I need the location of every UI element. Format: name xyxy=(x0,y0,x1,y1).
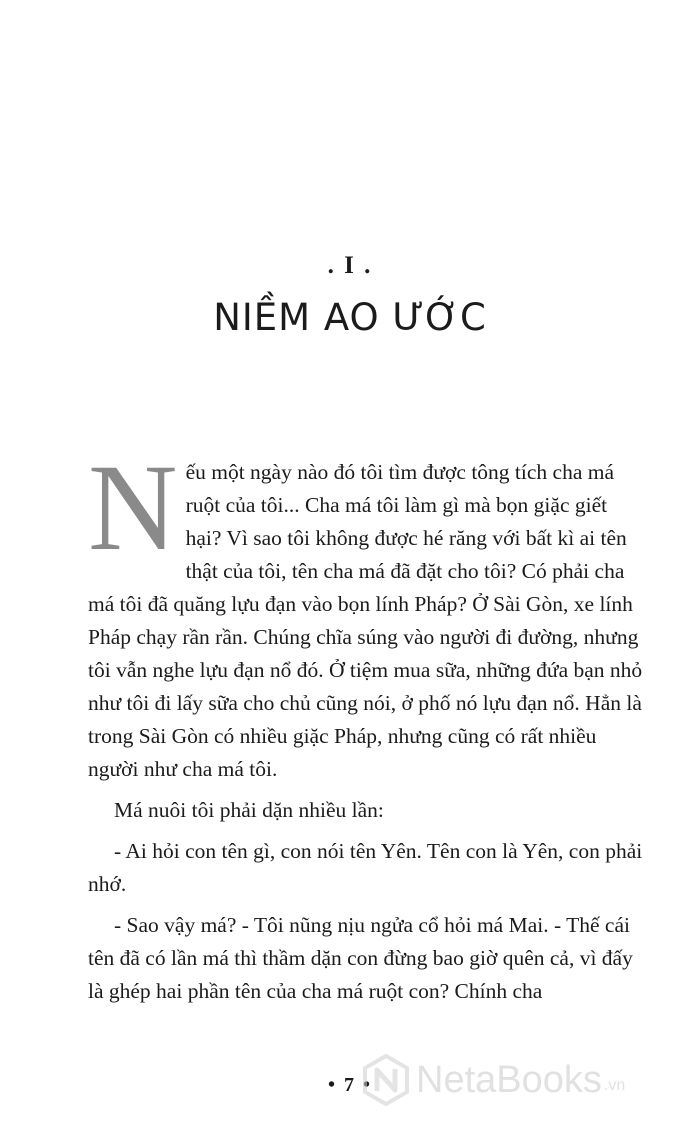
chapter-title: NIỀM AO ƯỚC xyxy=(213,296,487,339)
paragraph-4: - Sao vậy má? - Tôi nũng nịu ngửa cổ hỏi má Mai. - Thế cái tên đã có lần má thì thầm dặn con đừng bao giờ quên cả, vì đấy là ghép hai phần tên của cha má ruột con? Chính cha xyxy=(88,913,633,1003)
drop-cap: N xyxy=(88,439,178,576)
netabooks-logo-icon xyxy=(362,1054,410,1106)
chapter-body xyxy=(88,439,645,1016)
paragraph-1-text: ếu một ngày nào đó tôi tìm được tông tích cha má ruột của tôi... Cha má tôi làm gì mà bọn giặc giết hại? Vì sao tôi không được hé răng với bất kì ai tên thật của tôi, tên cha má đã đặt cho tôi? Có phải cha má tôi đã quăng lựu đạn vào bọn lính Pháp? Ở Sài Gòn, xe lính Pháp chạy rần rần. Chúng chĩa súng vào người đi đường, nhưng tôi vẫn nghe lựu đạn nổ đó. Ở tiệm mua sữa, những đứa bạn nhỏ như tôi đi lấy sữa cho chủ cũng nói, ở phố nó lựu đạn nổ. Hẳn là trong Sài Gòn có nhiều giặc Pháp, nhưng cũng có rất nhiều người như cha má tôi. xyxy=(88,460,643,781)
netabooks-watermark xyxy=(362,1050,692,1110)
paragraph-2: Má nuôi tôi phải dặn nhiều lần: xyxy=(114,798,384,822)
paragraph-3: - Ai hỏi con tên gì, con nói tên Yên. Tên con là Yên, con phải nhớ. xyxy=(88,839,643,896)
page-number: • 7 • xyxy=(327,1074,372,1096)
watermark-brand: NetaBooks xyxy=(416,1058,602,1101)
watermark-suffix: .vn xyxy=(603,1077,626,1094)
chapter-number: . I . xyxy=(327,252,373,279)
paragraph-1 xyxy=(88,439,645,786)
